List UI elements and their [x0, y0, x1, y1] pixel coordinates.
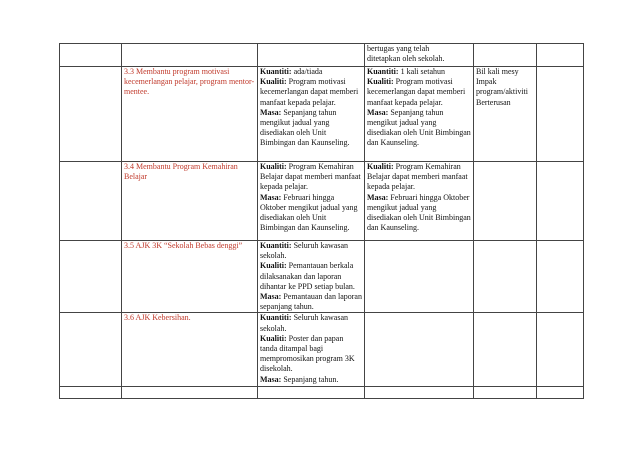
impak-line: Berterusan [476, 97, 511, 107]
field-label: Masa: [260, 292, 282, 302]
cell-impak [474, 162, 537, 241]
field [367, 67, 445, 76]
cell-sasaran [365, 67, 474, 162]
field-text: Poster dan papan tanda ditampal bagi mempromosikan program 3K disekolah. [260, 333, 355, 374]
cell-blank [60, 313, 122, 387]
cell-blank [474, 387, 537, 399]
field [367, 193, 471, 233]
field-label: Kualiti: [260, 77, 287, 87]
cell-sasaran [365, 44, 474, 67]
field-label: Kualiti: [260, 261, 287, 271]
field-text: Februari hingga Oktober mengikut jadual yang disediakan oleh Unit Bimbingan dan Kaunseling. [260, 192, 358, 233]
table-row [60, 67, 584, 162]
field-text: Program motivasi kecemerlangan dapat memberi manfaat kepada pelajar. [260, 77, 359, 107]
cell-impak [474, 67, 537, 162]
field-text: Sepanjang tahun mengikut jadual yang disediakan oleh Unit Bimbingan dan Kaunseling. [260, 107, 350, 148]
field-label: Kualiti: [367, 162, 394, 171]
field [260, 292, 362, 311]
cell-impak [474, 44, 537, 67]
cell-blank [60, 162, 122, 241]
cell-sasaran [365, 162, 474, 241]
field [260, 334, 355, 374]
field [260, 375, 338, 384]
field-label: Masa: [367, 107, 389, 117]
field-text: Sepanjang tahun mengikut jadual yang disediakan oleh Unit Bimbingan dan Kaunseling. [367, 107, 471, 148]
field [367, 162, 468, 191]
field [260, 261, 355, 290]
field [260, 108, 350, 148]
table-row [60, 44, 584, 67]
cell-blank [60, 241, 122, 313]
field [260, 67, 322, 76]
field-label: Kualiti: [367, 77, 394, 87]
field-text: Sepanjang tahun. [281, 374, 339, 384]
cell-blank [537, 44, 584, 67]
field-label: Masa: [367, 192, 389, 202]
field-label: Masa: [260, 107, 282, 117]
table-row [60, 241, 584, 313]
cell-blank [537, 162, 584, 241]
field [260, 241, 348, 260]
cell-indicator [258, 241, 365, 313]
cell-blank [537, 387, 584, 399]
field-text: Seluruh kawasan sekolah. [260, 313, 348, 333]
document-table [59, 43, 584, 399]
cell-indicator [258, 162, 365, 241]
cell-blank [122, 387, 258, 399]
table-body [60, 44, 584, 399]
cell-impak [474, 313, 537, 387]
field-label: Kualiti: [260, 162, 287, 171]
table-row [60, 162, 584, 241]
field [260, 193, 358, 233]
table-row [60, 387, 584, 399]
field-text: ada/tiada [291, 67, 323, 76]
cell-blank [60, 44, 122, 67]
sasaran-line: ditetapkan oleh sekolah. [367, 54, 445, 64]
cell-blank [537, 313, 584, 387]
field-text: Program motivasi kecemerlangan dapat memberi manfaat kepada pelajar. [367, 77, 466, 107]
field [260, 162, 361, 191]
cell-indicator [258, 67, 365, 162]
field-text: Pemantauan dan laporan sepanjang tahun. [260, 292, 362, 312]
cell-indicator [258, 44, 365, 67]
field-text: Seluruh kawasan sekolah. [260, 241, 348, 261]
cell-item: 3.5 AJK 3K “Sekolah Bebas denggi” [122, 241, 258, 313]
field-text: 1 kali setahun [398, 67, 445, 76]
field [260, 313, 348, 332]
cell-item: 3.4 Membantu Program Kemahiran Belajar [122, 162, 258, 241]
cell-item: 3.6 AJK Kebersihan. [122, 313, 258, 387]
field-label: Masa: [260, 374, 282, 384]
field-text: Program Kemahiran Belajar dapat memberi manfaat kepada pelajar. [260, 162, 361, 192]
cell-blank [258, 387, 365, 399]
field-label: Kuantiti: [260, 67, 292, 76]
field-text: Program Kemahiran Belajar dapat memberi manfaat kepada pelajar. [367, 162, 468, 192]
field [367, 108, 471, 148]
cell-impak [474, 241, 537, 313]
sasaran-line: bertugas yang telah [367, 44, 430, 53]
cell-blank [537, 241, 584, 313]
field [367, 77, 465, 106]
field-label: Kuantiti: [260, 313, 292, 323]
cell-item [122, 44, 258, 67]
cell-blank [60, 387, 122, 399]
field [260, 77, 358, 106]
cell-blank [537, 67, 584, 162]
field-text: Pemantauan berkala dilaksanakan dan laporan dihantar ke PPD setiap bulan. [260, 261, 355, 291]
field-text: Februari hingga Oktober mengikut jadual yang disediakan oleh Unit Bimbingan dan Kaunseling. [367, 192, 471, 233]
field-label: Kuantiti: [260, 241, 292, 250]
cell-item: 3.3 Membantu program motivasi kecemerlangan pelajar, program mentor-mentee. [122, 67, 258, 162]
impak-line: Impak program/aktiviti [476, 77, 528, 97]
table-row [60, 313, 584, 387]
cell-blank [365, 387, 474, 399]
cell-indicator [258, 313, 365, 387]
field-label: Kuantiti: [367, 67, 399, 76]
field-label: Kualiti: [260, 333, 287, 343]
cell-sasaran [365, 313, 474, 387]
cell-sasaran [365, 241, 474, 313]
impak-line: Bil kali mesy [476, 67, 519, 76]
field-label: Masa: [260, 192, 282, 202]
cell-blank [60, 67, 122, 162]
